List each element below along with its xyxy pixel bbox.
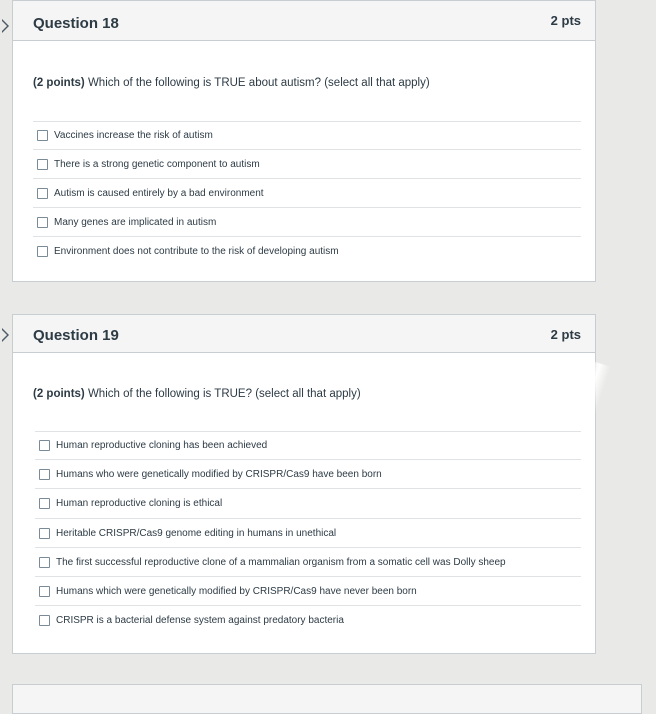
checkbox[interactable] (39, 469, 50, 480)
question-18-prompt (33, 77, 430, 89)
answer-option[interactable] (35, 606, 581, 635)
checkbox[interactable] (37, 217, 48, 228)
question-18-card (12, 0, 596, 282)
question-18-title: Question 18 (33, 15, 119, 32)
checkbox[interactable] (39, 557, 50, 568)
answer-label: Autism is caused entirely by a bad environment (54, 187, 264, 199)
answer-label: Humans which were genetically modified by CRISPR/Cas9 have never been born (56, 585, 417, 597)
question-19-prompt (33, 388, 361, 400)
question-19-points: 2 pts (550, 327, 581, 342)
next-question-card (12, 684, 642, 714)
question-18-prompt-text: Which of the following is TRUE about autism? (select all that apply) (84, 77, 430, 89)
answer-option[interactable] (35, 431, 581, 460)
checkbox[interactable] (37, 188, 48, 199)
answer-option[interactable] (35, 548, 581, 577)
answer-label: Humans who were genetically modified by CRISPR/Cas9 have been born (56, 468, 382, 480)
question-19-prompt-text: Which of the following is TRUE? (select all that apply) (84, 388, 361, 400)
answer-option[interactable] (35, 519, 581, 548)
answer-label: Human reproductive cloning is ethical (56, 498, 223, 509)
answer-option[interactable] (35, 489, 581, 519)
answer-label: Many genes are implicated in autism (54, 216, 217, 228)
question-18-points: 2 pts (550, 13, 581, 28)
answer-label: The first successful reproductive clone of a mammalian organism from a somatic cell was Dolly sheep (56, 556, 506, 568)
question-18-flag-icon[interactable] (2, 19, 9, 33)
checkbox[interactable] (39, 615, 50, 626)
checkbox[interactable] (39, 498, 50, 509)
answer-label: Environment does not contribute to the risk of developing autism (54, 246, 339, 257)
answer-option[interactable] (33, 121, 581, 150)
answer-label: Human reproductive cloning has been achieved (56, 440, 268, 451)
checkbox[interactable] (39, 586, 50, 597)
answer-option[interactable] (33, 179, 581, 208)
question-19-header (13, 315, 595, 353)
checkbox[interactable] (37, 159, 48, 170)
answer-option[interactable] (33, 150, 581, 179)
answer-option[interactable] (33, 237, 581, 266)
answer-label: Heritable CRISPR/Cas9 genome editing in humans in unethical (56, 527, 337, 539)
question-19-flag-icon[interactable] (2, 328, 9, 342)
answer-label: Vaccines increase the risk of autism (54, 130, 213, 141)
question-19-answers (35, 431, 581, 635)
checkbox[interactable] (39, 528, 50, 539)
question-18-points-prefix: (2 points) (33, 77, 85, 89)
answer-option[interactable] (35, 460, 581, 489)
question-18-answers (33, 121, 581, 266)
answer-option[interactable] (33, 208, 581, 237)
answer-label: There is a strong genetic component to autism (54, 158, 260, 170)
checkbox[interactable] (39, 440, 50, 451)
question-19-title: Question 19 (33, 327, 119, 344)
checkbox[interactable] (37, 130, 48, 141)
question-19-card (12, 314, 596, 654)
answer-label: CRISPR is a bacterial defense system against predatory bacteria (56, 615, 344, 626)
answer-option[interactable] (35, 577, 581, 606)
question-19-points-prefix: (2 points) (33, 388, 85, 400)
checkbox[interactable] (37, 246, 48, 257)
question-18-header (13, 1, 595, 41)
